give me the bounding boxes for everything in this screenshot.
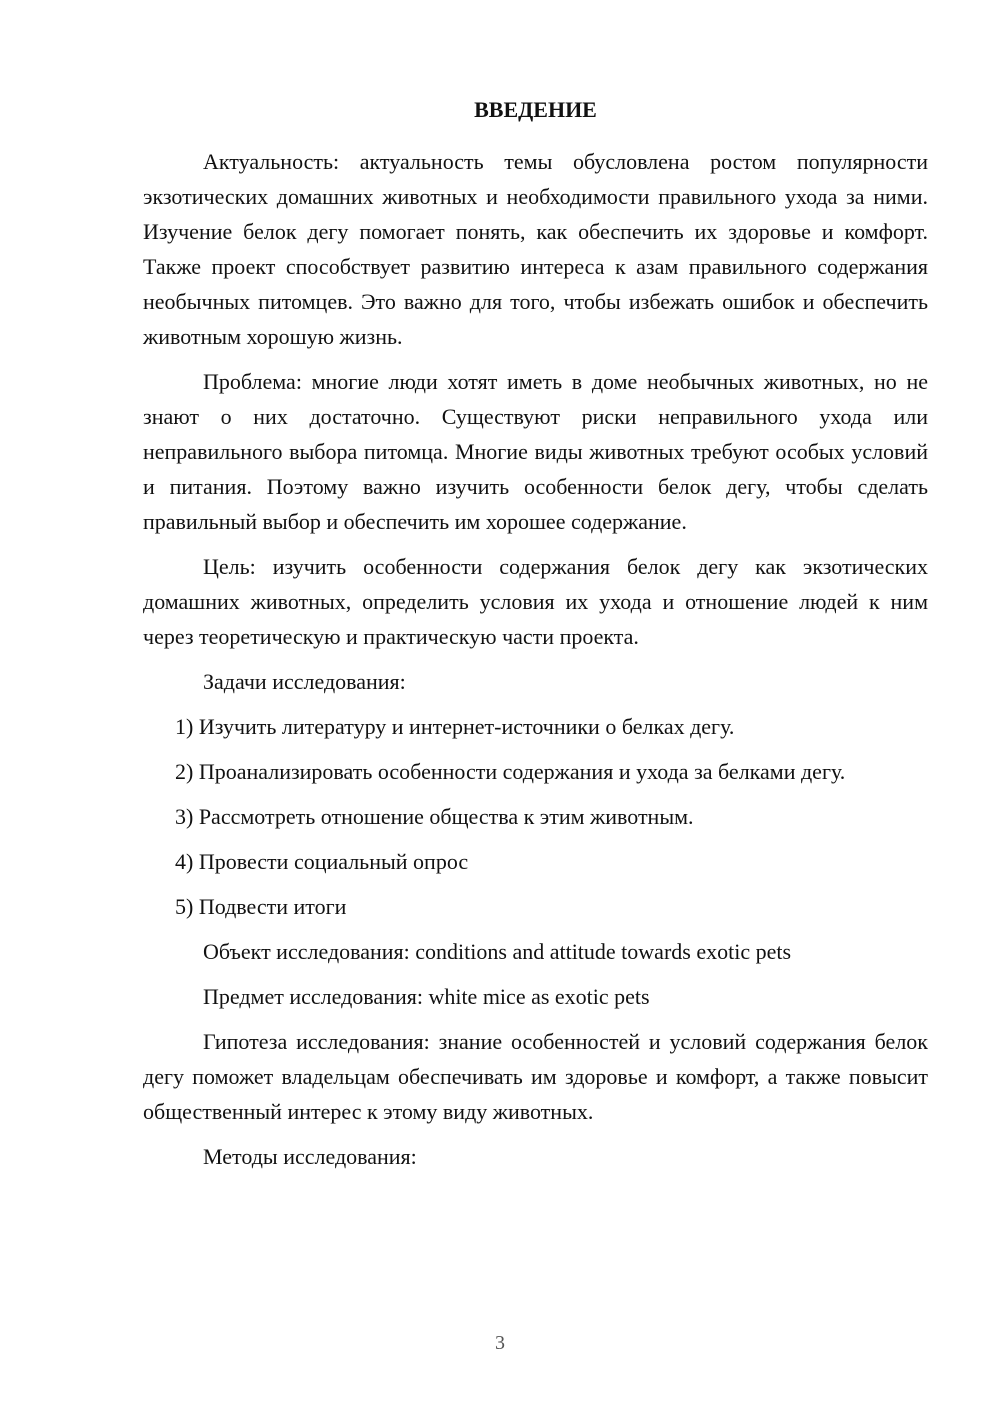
task-item: 3) Рассмотреть отношение общества к этим животным.	[175, 804, 694, 829]
task-item: 4) Провести социальный опрос	[175, 849, 469, 874]
paragraph-relevance: Актуальность: актуальность темы обусловлена ростом популярности экзотических домашних животных и необходимости правильного ухода за ними. Изучение белок дегу помогает понять, как обеспечить их здоровье и комфорт. Также проект способствует развитию интереса к азам правильного содержания необычных питомцев. Это важно для того, чтобы избежать ошибок и обеспечить животным хорошую жизнь.	[143, 149, 928, 349]
paragraph-subject: Предмет исследования: white mice as exotic pets	[203, 984, 650, 1009]
paragraph-goal: Цель: изучить особенности содержания белок дегу как экзотических домашних животных, определить условия их ухода и отношение людей к ним через теоретическую и практическую части проекта.	[143, 554, 928, 649]
section-heading: ВВЕДЕНИЕ	[474, 97, 597, 122]
paragraph-problem: Проблема: многие люди хотят иметь в доме необычных животных, но не знают о них достаточно. Существуют риски неправильного ухода или неправильного выбора питомца. Многие виды животных требуют особых условий и питания. Поэтому важно изучить особенности белок дегу, чтобы сделать правильный выбор и обеспечить им хорошее содержание.	[143, 369, 928, 534]
task-item: 1) Изучить литературу и интернет-источники о белках дегу.	[175, 714, 735, 739]
page-content	[143, 92, 928, 1184]
task-item: 5) Подвести итоги	[175, 894, 347, 919]
paragraph-object: Объект исследования: conditions and attitude towards exotic pets	[203, 939, 792, 964]
paragraph-hypothesis: Гипотеза исследования: знание особенностей и условий содержания белок дегу поможет владельцам обеспечивать им здоровье и комфорт, а также повысит общественный интерес к этому виду животных.	[143, 1029, 928, 1124]
tasks-heading: Задачи исследования:	[203, 669, 406, 694]
methods-heading: Методы исследования:	[203, 1144, 417, 1169]
task-item: 2) Проанализировать особенности содержания и ухода за белками дегу.	[175, 759, 846, 784]
page-number: 3	[495, 1332, 505, 1354]
